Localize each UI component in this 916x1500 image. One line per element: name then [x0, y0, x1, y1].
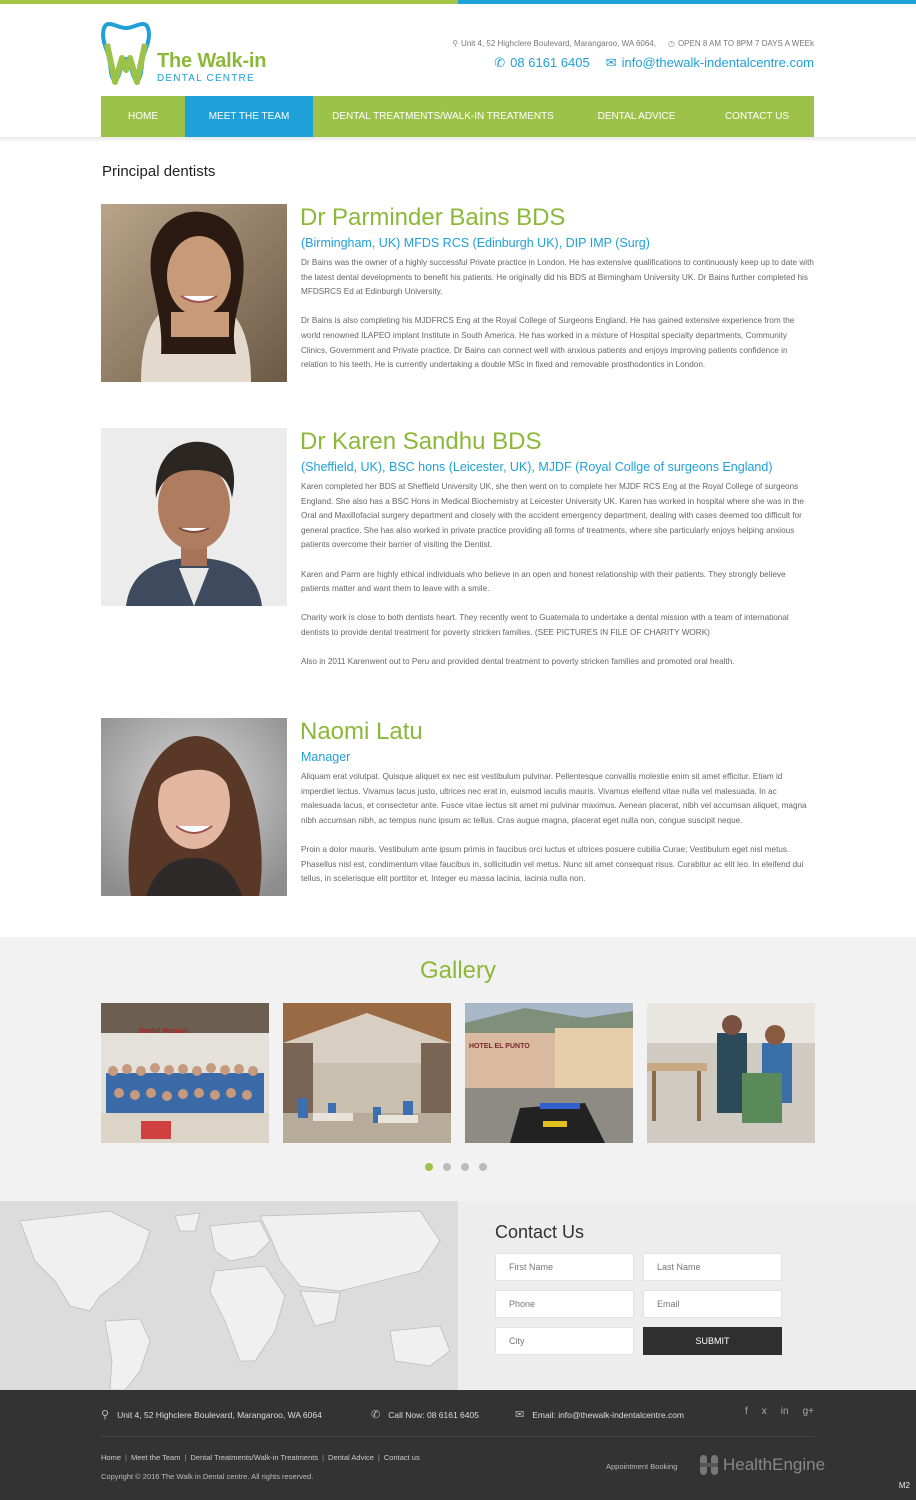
- site-header: [0, 4, 916, 96]
- team-member-info: [300, 428, 814, 670]
- main-nav: [101, 96, 814, 137]
- last-name-field[interactable]: Last Name: [643, 1253, 782, 1281]
- team-member-info: [300, 718, 814, 887]
- header-phone[interactable]: [494, 55, 589, 71]
- header-contact: [494, 55, 814, 71]
- team-member-name: Dr Parminder Bains BDS: [300, 204, 566, 231]
- bio-paragraph: Also in 2011 Karenwent out to Peru and provided dental treatment to poverty stricken families and promoted oral health.: [301, 657, 735, 667]
- bio-paragraph: Charity work is close to both dentists heart. They recently went to Guatemala to undertake a dental mission with a team of international dentists to provide dental treatment for poverty stricken families. (SEE PICTURES IN FILE OF CHARITY WORK): [301, 613, 789, 637]
- phone-icon: ✆: [494, 55, 506, 70]
- bio-paragraph: Dr Bains was the owner of a highly successful Private practice in London. He has extensive qualifications to continuously keep up to date with the latest dental developments to benefit his patients. He originally did his BDS at Birmingham University UK. Dr Bains further completed his MFDSRCS Ed at Edinburgh University.: [301, 258, 814, 297]
- linkedin-icon[interactable]: in: [780, 1406, 789, 1417]
- social-links: [745, 1406, 814, 1417]
- gallery-image[interactable]: [101, 1003, 269, 1143]
- contact-section: [0, 1201, 916, 1390]
- healthengine-logo[interactable]: [698, 1454, 825, 1476]
- gallery-dot[interactable]: [443, 1163, 451, 1171]
- team-member-name: Naomi Latu: [300, 718, 423, 745]
- team-member-photo: [101, 718, 287, 896]
- team-member-photo: [101, 428, 287, 606]
- world-map[interactable]: [0, 1201, 458, 1390]
- nav-home[interactable]: HOME: [128, 111, 158, 122]
- location-pin-icon: ⚲: [452, 39, 459, 48]
- appointment-booking-label: Appointment Booking: [606, 1462, 678, 1471]
- email-field[interactable]: Email: [643, 1290, 782, 1318]
- header-address-text: Unit 4, 52 Highclere Boulevard, Marangaroo, WA 6064,: [461, 39, 656, 48]
- phone-field[interactable]: Phone: [495, 1290, 634, 1318]
- phone-icon: ✆: [371, 1409, 381, 1421]
- nav-contact-us[interactable]: CONTACT US: [724, 111, 790, 122]
- team-member-name: Dr Karen Sandhu BDS: [300, 428, 542, 455]
- envelope-icon: ✉: [605, 55, 617, 70]
- team-member-bio: [300, 770, 814, 887]
- gallery-title: Gallery: [419, 957, 497, 984]
- header-info: [452, 39, 814, 48]
- logo-subtitle: DENTAL CENTRE: [157, 73, 255, 84]
- nav-dental-advice[interactable]: DENTAL ADVICE: [597, 111, 676, 122]
- footer-phone-text: Call Now: 08 6161 6405: [388, 1409, 479, 1420]
- footer-links: Home | Meet the Team | Dental Treatments/Walk-in Treatments | Dental Advice | Contact us: [101, 1453, 420, 1462]
- submit-button[interactable]: SUBMIT: [643, 1327, 782, 1355]
- corner-label: M2: [898, 1481, 910, 1490]
- gallery-dot-active[interactable]: [425, 1163, 433, 1171]
- page-title: Principal dentists: [102, 163, 216, 180]
- gallery-dot[interactable]: [461, 1163, 469, 1171]
- tooth-logo-icon: [101, 20, 151, 86]
- header-hours: [668, 39, 814, 48]
- footer-email[interactable]: [515, 1408, 684, 1421]
- site-footer: [0, 1390, 916, 1500]
- copyright: Copyright © 2016 The Walk in Dental centre. All rights reserved.: [101, 1472, 314, 1481]
- header-hours-text: OPEN 8 AM TO 8PM 7 DAYS A WEEk: [677, 39, 814, 48]
- healthengine-text: HealthEngine: [723, 1455, 826, 1474]
- team-member-photo: [101, 204, 287, 382]
- header-email[interactable]: [606, 55, 814, 71]
- twitter-icon[interactable]: x: [761, 1406, 767, 1417]
- header-email-text: info@thewalk-indentalcentre.com: [621, 55, 814, 70]
- team-member-credentials: (Sheffield, UK), BSC hons (Leicester, UK), MJDF (Royal Collge of surgeons England): [301, 460, 773, 474]
- nav-dental-treatments[interactable]: DENTAL TREATMENTS/WALK-IN TREATMENTS: [332, 111, 554, 122]
- gallery-pagination: [425, 1163, 487, 1171]
- nav-meet-the-team[interactable]: MEET THE TEAM: [185, 96, 313, 137]
- gallery-image[interactable]: [283, 1003, 451, 1143]
- nav-shadow: [0, 137, 916, 143]
- bio-paragraph: Aliquam erat volutpat. Quisque aliquet ex nec est vestibulum pulvinar. Pellentesque convallis molestie enim sit amet efficitur. Etiam id imperdiet lectus. Vivamus lacus justo, ultrices nec erat in, euismod iaculis mauris. Vivamus eleifend vitae nulla vel malesuada. In ac malesuada lacus, et consectetur ante. Fusce vitae lectus sit amet mi pulvinar maximus. Aenean placerat, nibh vel accumsan aliquet, magna nibh accumsan nibh, ac tempus nunc ipsum ac tellus. Cras augue magna, placerat eget nulla non, congue suscipit neque.: [301, 772, 807, 825]
- footer-link-advice[interactable]: Dental Advice: [328, 1453, 374, 1462]
- footer-divider: [101, 1436, 814, 1437]
- gallery-image[interactable]: [647, 1003, 815, 1143]
- footer-phone[interactable]: [371, 1408, 479, 1421]
- gallery-image[interactable]: [465, 1003, 633, 1143]
- header-address: [452, 39, 656, 48]
- gallery-section: [0, 937, 916, 1201]
- header-phone-text: 08 6161 6405: [510, 55, 590, 70]
- gallery-sign-text: Dental Mission: [139, 1028, 189, 1035]
- footer-link-team[interactable]: Meet the Team: [130, 1453, 181, 1462]
- gallery-street-sign: HOTEL EL PUNTO: [469, 1043, 530, 1050]
- facebook-icon[interactable]: f: [745, 1406, 748, 1417]
- footer-link-contact[interactable]: Contact us: [383, 1453, 420, 1462]
- site-logo[interactable]: [101, 18, 301, 88]
- footer-link-home[interactable]: Home: [101, 1453, 122, 1462]
- footer-link-treatments[interactable]: Dental Treatments/Walk-in Treatments: [190, 1453, 319, 1462]
- team-member-info: [300, 204, 814, 373]
- footer-email-text: Email: info@thewalk-indentalcentre.com: [532, 1409, 684, 1420]
- bio-paragraph: Karen and Parm are highly ethical individuals who believe in an open and honest relationship with their patients. They strongly believe patients matter and want them to leave with a smile.: [301, 569, 786, 594]
- envelope-icon: ✉: [515, 1409, 525, 1421]
- google-plus-icon[interactable]: g+: [802, 1406, 814, 1417]
- clock-icon: ◷: [667, 39, 675, 48]
- team-member-credentials: Manager: [301, 750, 351, 764]
- healthengine-icon: [698, 1454, 720, 1476]
- logo-name: The Walk-in: [157, 50, 267, 72]
- city-field[interactable]: City: [495, 1327, 634, 1355]
- bio-paragraph: Dr Bains is also completing his MJDFRCS Eng at the Royal College of Surgeons England. He has gained extensive experience from the world renowned ILAPEO implant Institute in South America. He has worked in a mixture of Hospital specialty departments, Community Clinics, Government and Private practice. Dr Bains can connect well with anxious patients and enjoys improving patients confidence in relation to his teeth. He is currently undertaking a double MSc in fixed and removable prosthodontics in London.: [301, 316, 795, 370]
- gallery-dot[interactable]: [479, 1163, 487, 1171]
- contact-title: Contact Us: [495, 1222, 585, 1242]
- footer-address: [101, 1408, 322, 1421]
- team-member-bio: [300, 256, 814, 373]
- footer-address-text: Unit 4, 52 Highclere Boulevard, Marangaroo, WA 6064: [117, 1409, 322, 1420]
- location-pin-icon: ⚲: [101, 1409, 110, 1421]
- bio-paragraph: Proin a dolor mauris. Vestibulum ante ipsum primis in faucibus orci luctus et ultrices posuere cubilia Curae; Vestibulum eget nisl metus. Phasellus nisl est, condimentum vitae faucibus in, sollicitudin vel metus. Nunc sit amet consequat risus. Curabitur ac elit leo. In eleifend dui tellus, in scelerisque elit porttitor et. Integer eu massa lacinia, lacinia nulla non.: [301, 844, 804, 884]
- team-member-credentials: (Birmingham, UK) MFDS RCS (Edinburgh UK), DIP IMP (Surg): [301, 236, 650, 250]
- first-name-field[interactable]: First Name: [495, 1253, 634, 1281]
- bio-paragraph: Karen completed her BDS at Sheffield University UK, she then went on to complete her MJDF RCS Eng at the Royal College of surgeons England. She also has a BSC Hons in Medical Biochemistry at Leicester University UK. Karen has worked in hospital where she was in the Oral and Maxillofacial surgery department and closely with the accident emergency department, dealing with cases deemed too difficult for general practice. She has also worked in private practice providing all forms of treatments, where she particularly enjoys helping anxious patients overcome their barrier of visiting the Dentist.: [301, 482, 804, 550]
- team-member-bio: [300, 480, 814, 670]
